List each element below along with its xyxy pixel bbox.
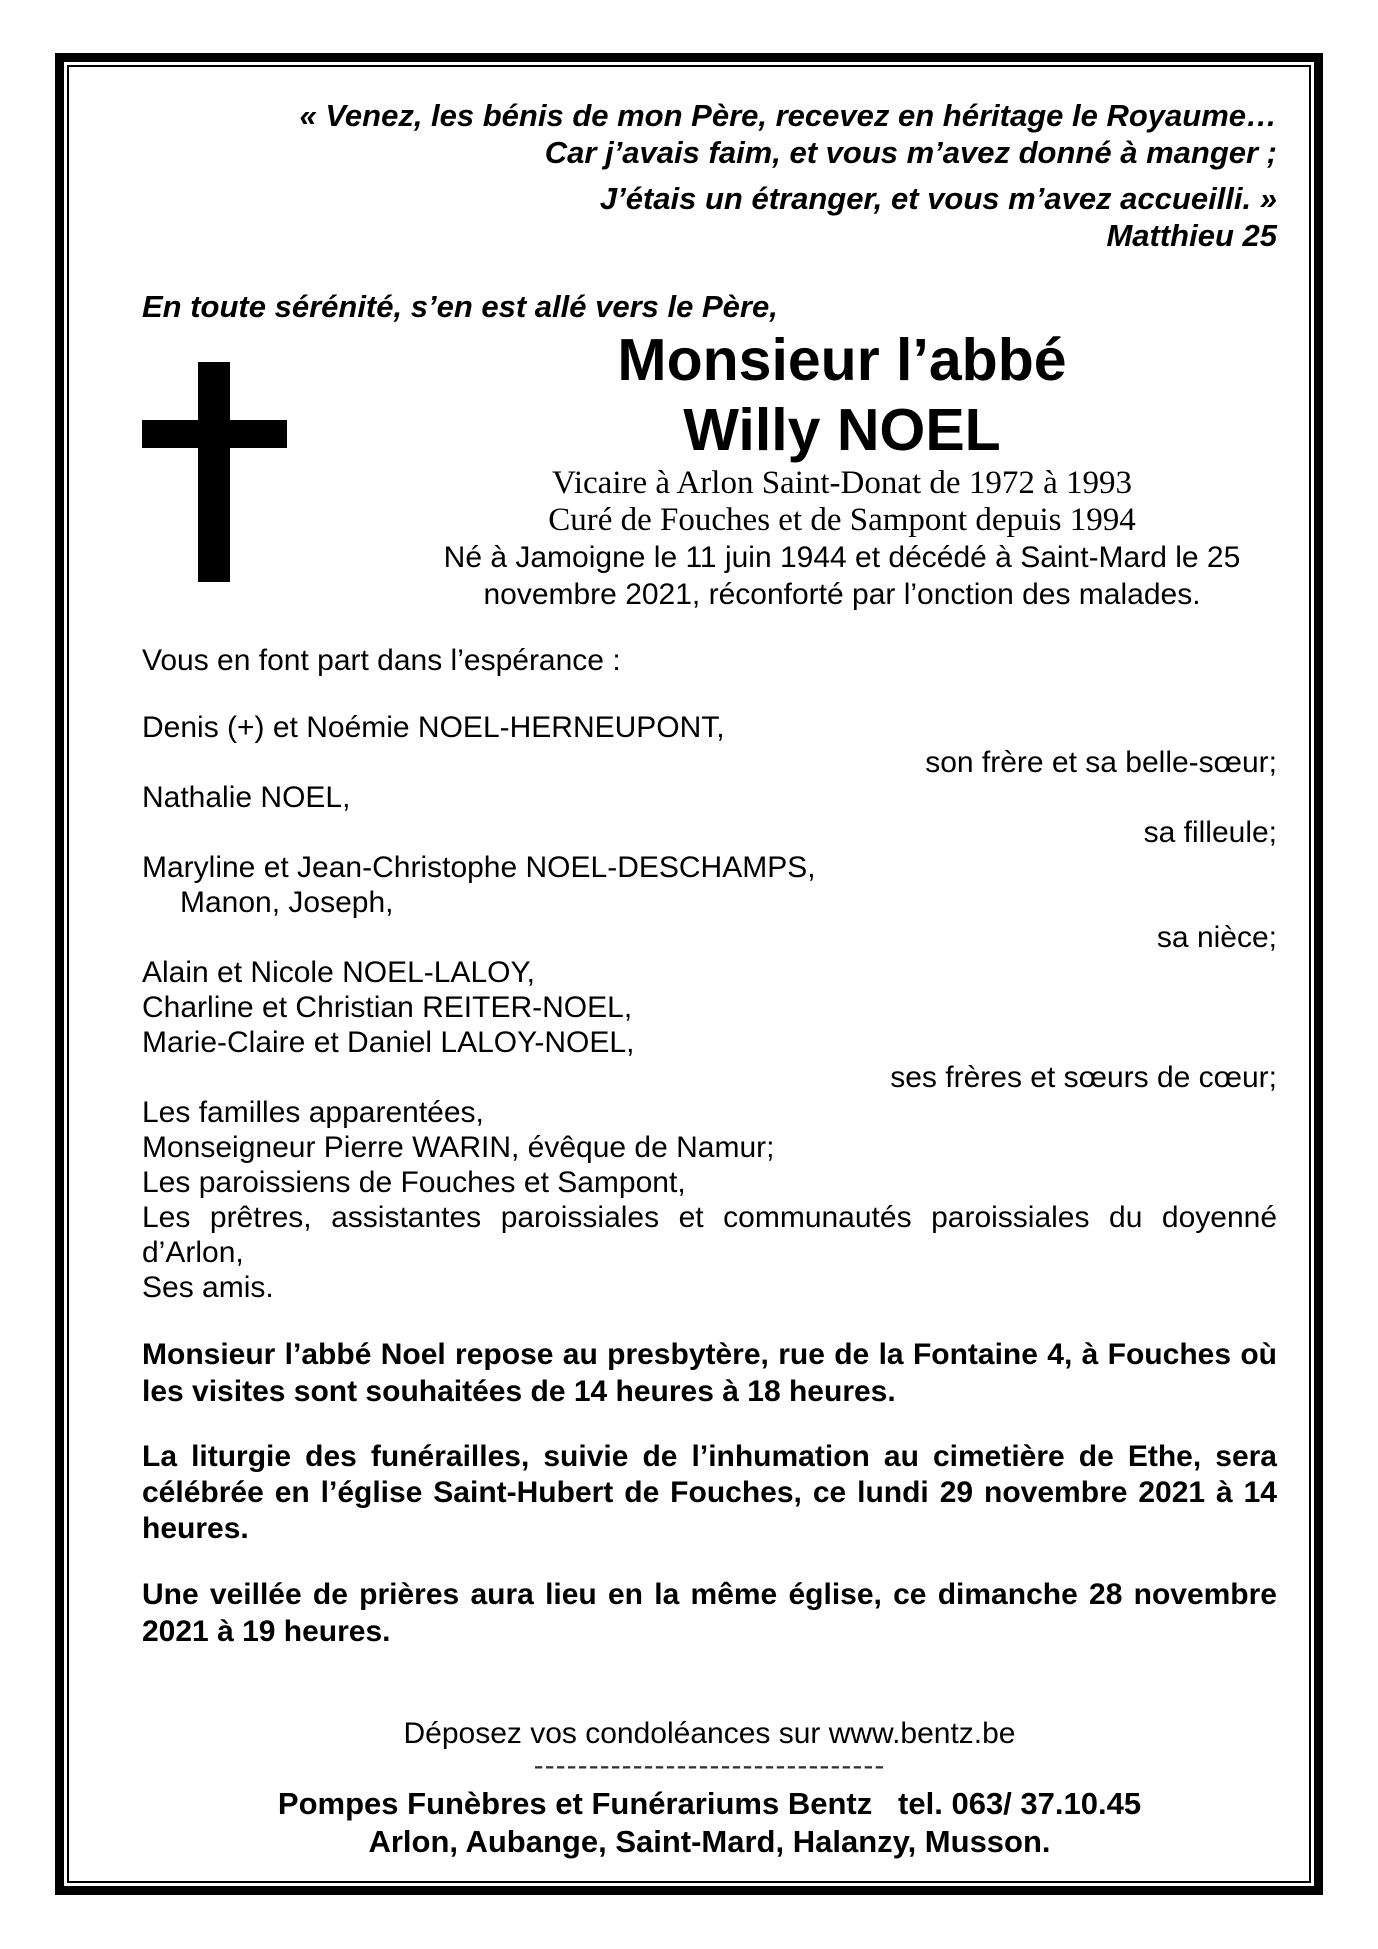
deceased-life-line: novembre 2021, réconforté par l’onction des malades. <box>483 578 1201 611</box>
cross-vertical-bar <box>198 362 230 582</box>
family-line: Monseigneur Pierre WARIN, évêque de Namur; <box>142 1131 775 1164</box>
cross-horizontal-bar <box>142 420 287 448</box>
paragraph-line: Une veillée de prières aura lieu en la même église, ce dimanche 28 novembre <box>142 1578 1277 1611</box>
family-line: Alain et Nicole NOEL-LALOY, <box>142 956 535 989</box>
family-line: Les familles apparentées, <box>142 1096 484 1129</box>
prayer-vigil-paragraph <box>142 1576 1277 1650</box>
paragraph-line: célébrée en l’église Saint-Hubert de Fouches, ce lundi 29 novembre 2021 à 14 <box>142 1476 1277 1509</box>
paragraph-line: La liturgie des funérailles, suivie de l’inhumation au cimetière de Ethe, sera <box>142 1440 1277 1473</box>
scripture-quote <box>142 97 1277 254</box>
family-line: Marie-Claire et Daniel LALOY-NOEL, <box>142 1026 635 1059</box>
deceased-title: Monsieur l’abbé <box>617 327 1067 393</box>
family-line: Maryline et Jean-Christophe NOEL-DESCHAMPS, <box>142 851 816 884</box>
paragraph-line: 2021 à 19 heures. <box>142 1615 391 1648</box>
funeral-home-name-tel: Pompes Funèbres et Funérariums Bentz tel. 063/ 37.10.45 <box>277 1786 1142 1821</box>
family-line: Les paroissiens de Fouches et Sampont, <box>142 1166 686 1199</box>
relationship-label: ses frères et sœurs de cœur; <box>890 1061 1277 1094</box>
family-line: Charline et Christian REITER-NOEL, <box>142 991 633 1024</box>
quote-line: J’étais un étranger, et vous m’avez accueilli. » <box>599 181 1277 216</box>
paragraph-line: Monsieur l’abbé Noel repose au presbytère, rue de la Fontaine 4, à Fouches où <box>142 1338 1277 1371</box>
funeral-liturgy-paragraph <box>142 1439 1277 1547</box>
quote-line: « Venez, les bénis de mon Père, recevez en héritage le Royaume… <box>299 98 1277 133</box>
deceased-life-line: Né à Jamoigne le 11 juin 1944 et décédé à Saint-Mard le 25 <box>443 541 1241 574</box>
latin-cross-icon <box>142 362 287 582</box>
family-list <box>142 710 1277 1305</box>
paragraph-line: les visites sont souhaitées de 14 heures à 18 heures. <box>142 1375 896 1408</box>
relationship-label: sa filleule; <box>1143 816 1277 849</box>
page-content <box>142 0 1277 1949</box>
family-line: Nathalie NOEL, <box>142 781 351 814</box>
announcement-line: Vous en font part dans l’espérance : <box>142 644 621 677</box>
funeral-home-locations: Arlon, Aubange, Saint-Mard, Halanzy, Musson. <box>368 1824 1051 1859</box>
wake-visits-paragraph <box>142 1336 1277 1410</box>
family-line: Manon, Joseph, <box>180 886 394 919</box>
family-line: Ses amis. <box>142 1271 274 1304</box>
family-line: Les prêtres, assistantes paroissiales et communautés paroissiales du doyenné <box>142 1201 1277 1234</box>
condolences-line: Déposez vos condoléances sur www.bentz.be <box>403 1717 1016 1750</box>
family-line: Denis (+) et Noémie NOEL-HERNEUPONT, <box>142 711 725 744</box>
quote-line: Car j’avais faim, et vous m’avez donné à manger ; <box>544 135 1277 170</box>
deceased-name: Willy NOEL <box>683 397 1001 463</box>
deceased-block <box>407 325 1277 613</box>
relationship-label: son frère et sa belle-sœur; <box>925 746 1277 779</box>
relationship-label: sa nièce; <box>1156 921 1277 954</box>
quote-source: Matthieu 25 <box>1106 218 1277 253</box>
separator-dashes: -------------------------------- <box>533 1749 886 1782</box>
family-line: d’Arlon, <box>142 1236 244 1269</box>
deceased-role: Vicaire à Arlon Saint-Donat de 1972 à 1993 <box>552 465 1132 501</box>
intro-line: En toute sérénité, s’en est allé vers le Père, <box>142 289 778 324</box>
deceased-role: Curé de Fouches et de Sampont depuis 1994 <box>548 502 1136 538</box>
paragraph-line: heures. <box>142 1512 249 1545</box>
